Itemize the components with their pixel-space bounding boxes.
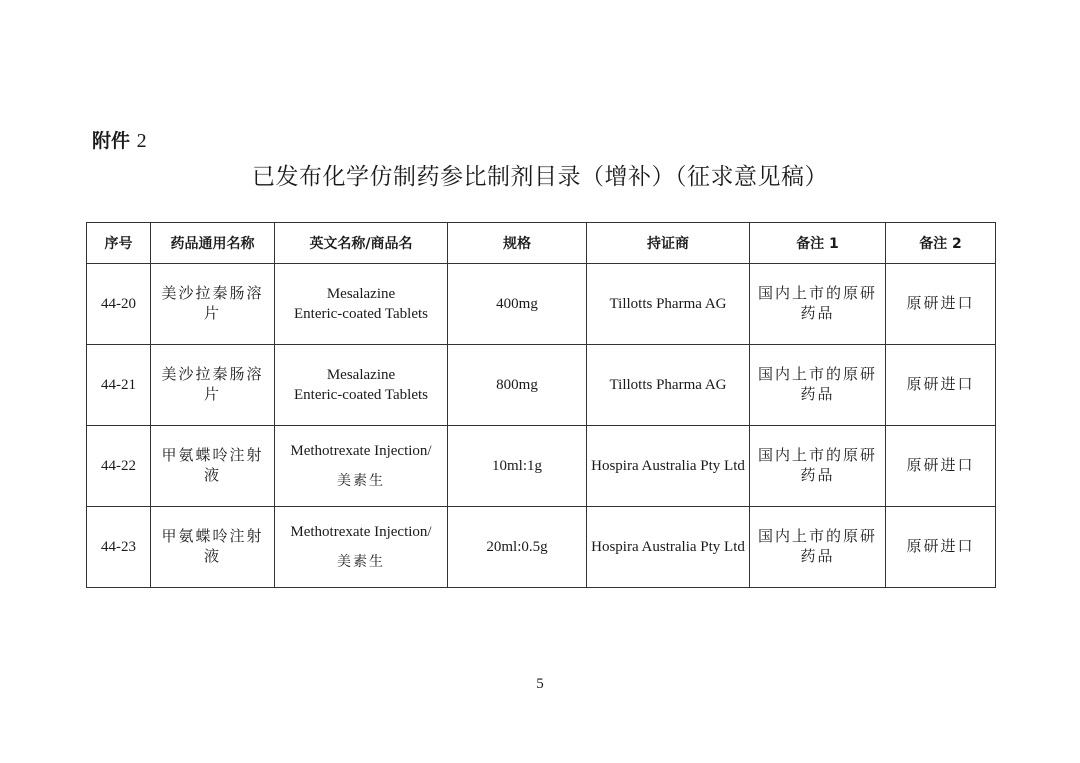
attachment-number: 2 — [136, 130, 147, 152]
row-english-name — [275, 345, 448, 426]
row-id: 44-20 — [87, 264, 151, 345]
header-cell-holder: 持证商 — [587, 223, 750, 264]
row-generic-name: 美沙拉秦肠溶片 — [151, 264, 275, 345]
row-note1: 国内上市的原研药品 — [750, 345, 886, 426]
row-spec: 400mg — [448, 264, 587, 345]
row-holder: Tillotts Pharma AG — [587, 264, 750, 345]
row-note2: 原研进口 — [886, 264, 996, 345]
table-row — [87, 345, 996, 426]
row-english-name — [275, 264, 448, 345]
row-note2: 原研进口 — [886, 426, 996, 507]
page-number: 5 — [536, 676, 544, 692]
row-id: 44-22 — [87, 426, 151, 507]
row-spec: 10ml:1g — [448, 426, 587, 507]
table-row — [87, 507, 996, 588]
english-name-line2: 美素生 — [337, 554, 385, 570]
row-note1: 国内上市的原研药品 — [750, 507, 886, 588]
header-cell-spec: 规格 — [448, 223, 587, 264]
row-spec: 20ml:0.5g — [448, 507, 587, 588]
table-row — [87, 426, 996, 507]
header-cell-note1: 备注 1 — [750, 223, 886, 264]
row-id: 44-23 — [87, 507, 151, 588]
row-holder: Hospira Australia Pty Ltd — [587, 426, 750, 507]
row-generic-name: 美沙拉秦肠溶片 — [151, 345, 275, 426]
header-cell-note2: 备注 2 — [886, 223, 996, 264]
row-english-name — [275, 426, 448, 507]
row-note1: 国内上市的原研药品 — [750, 426, 886, 507]
attachment-label — [92, 126, 147, 153]
english-name-line2: Enteric-coated Tablets — [293, 306, 429, 322]
english-name-line1: Mesalazine — [326, 367, 396, 383]
document-title: 已发布化学仿制药参比制剂目录（增补）（征求意见稿） — [252, 164, 828, 190]
row-note2: 原研进口 — [886, 345, 996, 426]
header-cell-generic-name: 药品通用名称 — [151, 223, 275, 264]
row-generic-name: 甲氨蝶呤注射液 — [151, 507, 275, 588]
english-name-line2: 美素生 — [337, 473, 385, 489]
english-name-line1: Methotrexate Injection/ — [290, 524, 432, 540]
attachment-text: 附件 — [92, 130, 131, 152]
row-english-name — [275, 507, 448, 588]
row-spec: 800mg — [448, 345, 587, 426]
row-holder: Hospira Australia Pty Ltd — [587, 507, 750, 588]
row-note2: 原研进口 — [886, 507, 996, 588]
table-header-row — [87, 223, 996, 264]
table-row — [87, 264, 996, 345]
row-id: 44-21 — [87, 345, 151, 426]
row-note1: 国内上市的原研药品 — [750, 264, 886, 345]
header-cell-english-name: 英文名称/商品名 — [275, 223, 448, 264]
english-name-line2: Enteric-coated Tablets — [293, 387, 429, 403]
reference-drug-table — [86, 222, 996, 588]
english-name-line1: Mesalazine — [326, 286, 396, 302]
row-generic-name: 甲氨蝶呤注射液 — [151, 426, 275, 507]
row-holder: Tillotts Pharma AG — [587, 345, 750, 426]
header-cell-index: 序号 — [87, 223, 151, 264]
english-name-line1: Methotrexate Injection/ — [290, 443, 432, 459]
